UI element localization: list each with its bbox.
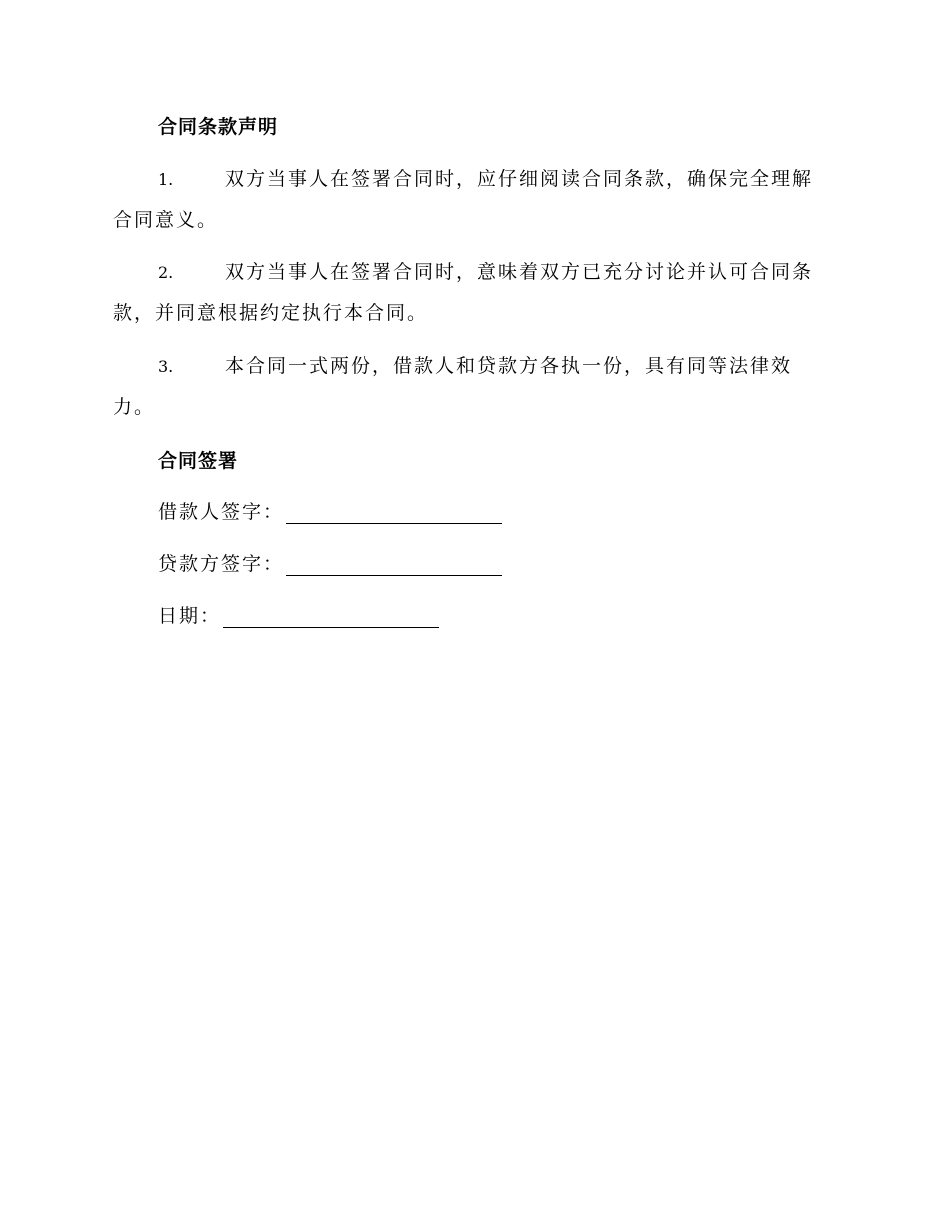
- lender-signature-row: [158, 552, 502, 576]
- borrower-signature-label: 借款人签字：: [158, 501, 285, 523]
- clause-text: 本合同一式两份，借款人和贷款方各执一份，具有同等法律效力。: [113, 355, 793, 418]
- clause-text: 双方当事人在签署合同时，意味着双方已充分讨论并认可合同条款，并同意根据约定执行本合同。: [113, 261, 814, 324]
- lender-signature-label: 贷款方签字：: [158, 553, 285, 575]
- lender-signature-line[interactable]: [286, 555, 502, 576]
- borrower-signature-line[interactable]: [286, 503, 502, 524]
- section-title-signing: 合同签署: [158, 450, 239, 472]
- date-line[interactable]: [223, 607, 439, 628]
- clause-3: 3. 本合同一式两份，借款人和贷款方各执一份，具有同等法律效力。: [113, 355, 793, 418]
- clause-2: 2. 双方当事人在签署合同时，意味着双方已充分讨论并认可合同条款，并同意根据约定执行本合同。: [113, 261, 814, 324]
- borrower-signature-row: [158, 500, 502, 524]
- section-title-terms: 合同条款声明: [158, 116, 279, 138]
- clause-text: 双方当事人在签署合同时，应仔细阅读合同条款，确保完全理解合同意义。: [113, 168, 814, 231]
- date-row: [158, 604, 439, 628]
- date-label: 日期：: [158, 605, 222, 627]
- clause-1: 1. 双方当事人在签署合同时，应仔细阅读合同条款，确保完全理解合同意义。: [113, 168, 814, 231]
